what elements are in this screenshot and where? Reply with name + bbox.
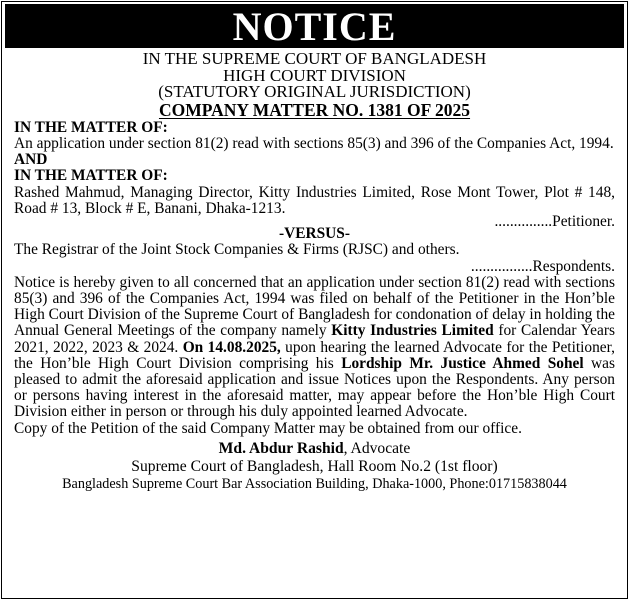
court-line-3: (STATUTORY ORIGINAL JURISDICTION) [158, 82, 471, 102]
respondent-role: ................Respondents. [470, 257, 615, 275]
petitioner-role: ...............Petitioner. [494, 213, 615, 230]
matter-2-heading: IN THE MATTER OF: [14, 167, 168, 185]
notice-banner: NOTICE [5, 4, 624, 48]
and-label: AND [14, 151, 48, 169]
advocate-name: Md. Abdur Rashid [218, 439, 344, 457]
notice-page [1, 1, 628, 599]
copy-note: Copy of the Petition of the said Company Matter may be obtained from our office. [14, 419, 522, 437]
signature-address-2: Bangladesh Supreme Court Bar Association Building, Dhaka-1000, Phone:01715838044 [62, 475, 567, 492]
signature-line [14, 440, 615, 458]
matter-1-heading: IN THE MATTER OF: [14, 118, 168, 136]
advocate-title: , Advocate [343, 439, 411, 457]
court-line-1: IN THE SUPREME COURT OF BANGLADESH [142, 49, 487, 68]
matter-1-text: An application under section 81(2) read with sections 85(3) and 396 of the Companies Act, 1994. [14, 134, 614, 152]
notice-text-4: was pleased to admit the aforesaid application and issue Notices upon the Respondents. Any person or persons having interest in the aforesaid matter, may appear before the Hon’ble High Court Division either in person or through his duly appointed learned Advocate. [14, 354, 615, 421]
signature-address-1: Supreme Court of Bangladesh, Hall Room No.2 (1st floor) [131, 457, 498, 475]
notice-paragraph [14, 275, 615, 421]
respondent-text: The Registrar of the Joint Stock Companies & Firms (RJSC) and others. [14, 241, 460, 259]
notice-text-2: for Calendar Years 2021, 2022, 2023 & 2024. [14, 322, 615, 356]
notice-text-3: upon hearing the learned Advocate for the Petitioner, the Hon’ble High Court Division comprising his [14, 338, 615, 372]
hearing-date: On 14.08.2025, [182, 338, 281, 356]
court-line-2: HIGH COURT DIVISION [223, 65, 406, 85]
versus-label: -VERSUS- [279, 225, 350, 243]
notice-text-1: Notice is hereby given to all concerned that an application under section 81(2) read with sections 85(3) and 396 of the Companies Act, 1994 was filed on behalf of the Petitioner in the Hon’ble High Court Division of the Supreme Court of Bangladesh for condonation of delay in holding the Annual General Meetings of the company namely [14, 273, 615, 340]
justice-name: Lordship Mr. Justice Ahmed Sohel [341, 354, 584, 372]
company-name: Kitty Industries Limited [331, 322, 494, 340]
case-number: COMPANY MATTER NO. 1381 OF 2025 [158, 99, 471, 120]
matter-2-text: Rashed Mahmud, Managing Director, Kitty Industries Limited, Rose Mont Tower, Plot # 148, Road # 13, Block # E, Banani, Dhaka-1213. [14, 183, 615, 217]
notice-body [2, 48, 627, 493]
